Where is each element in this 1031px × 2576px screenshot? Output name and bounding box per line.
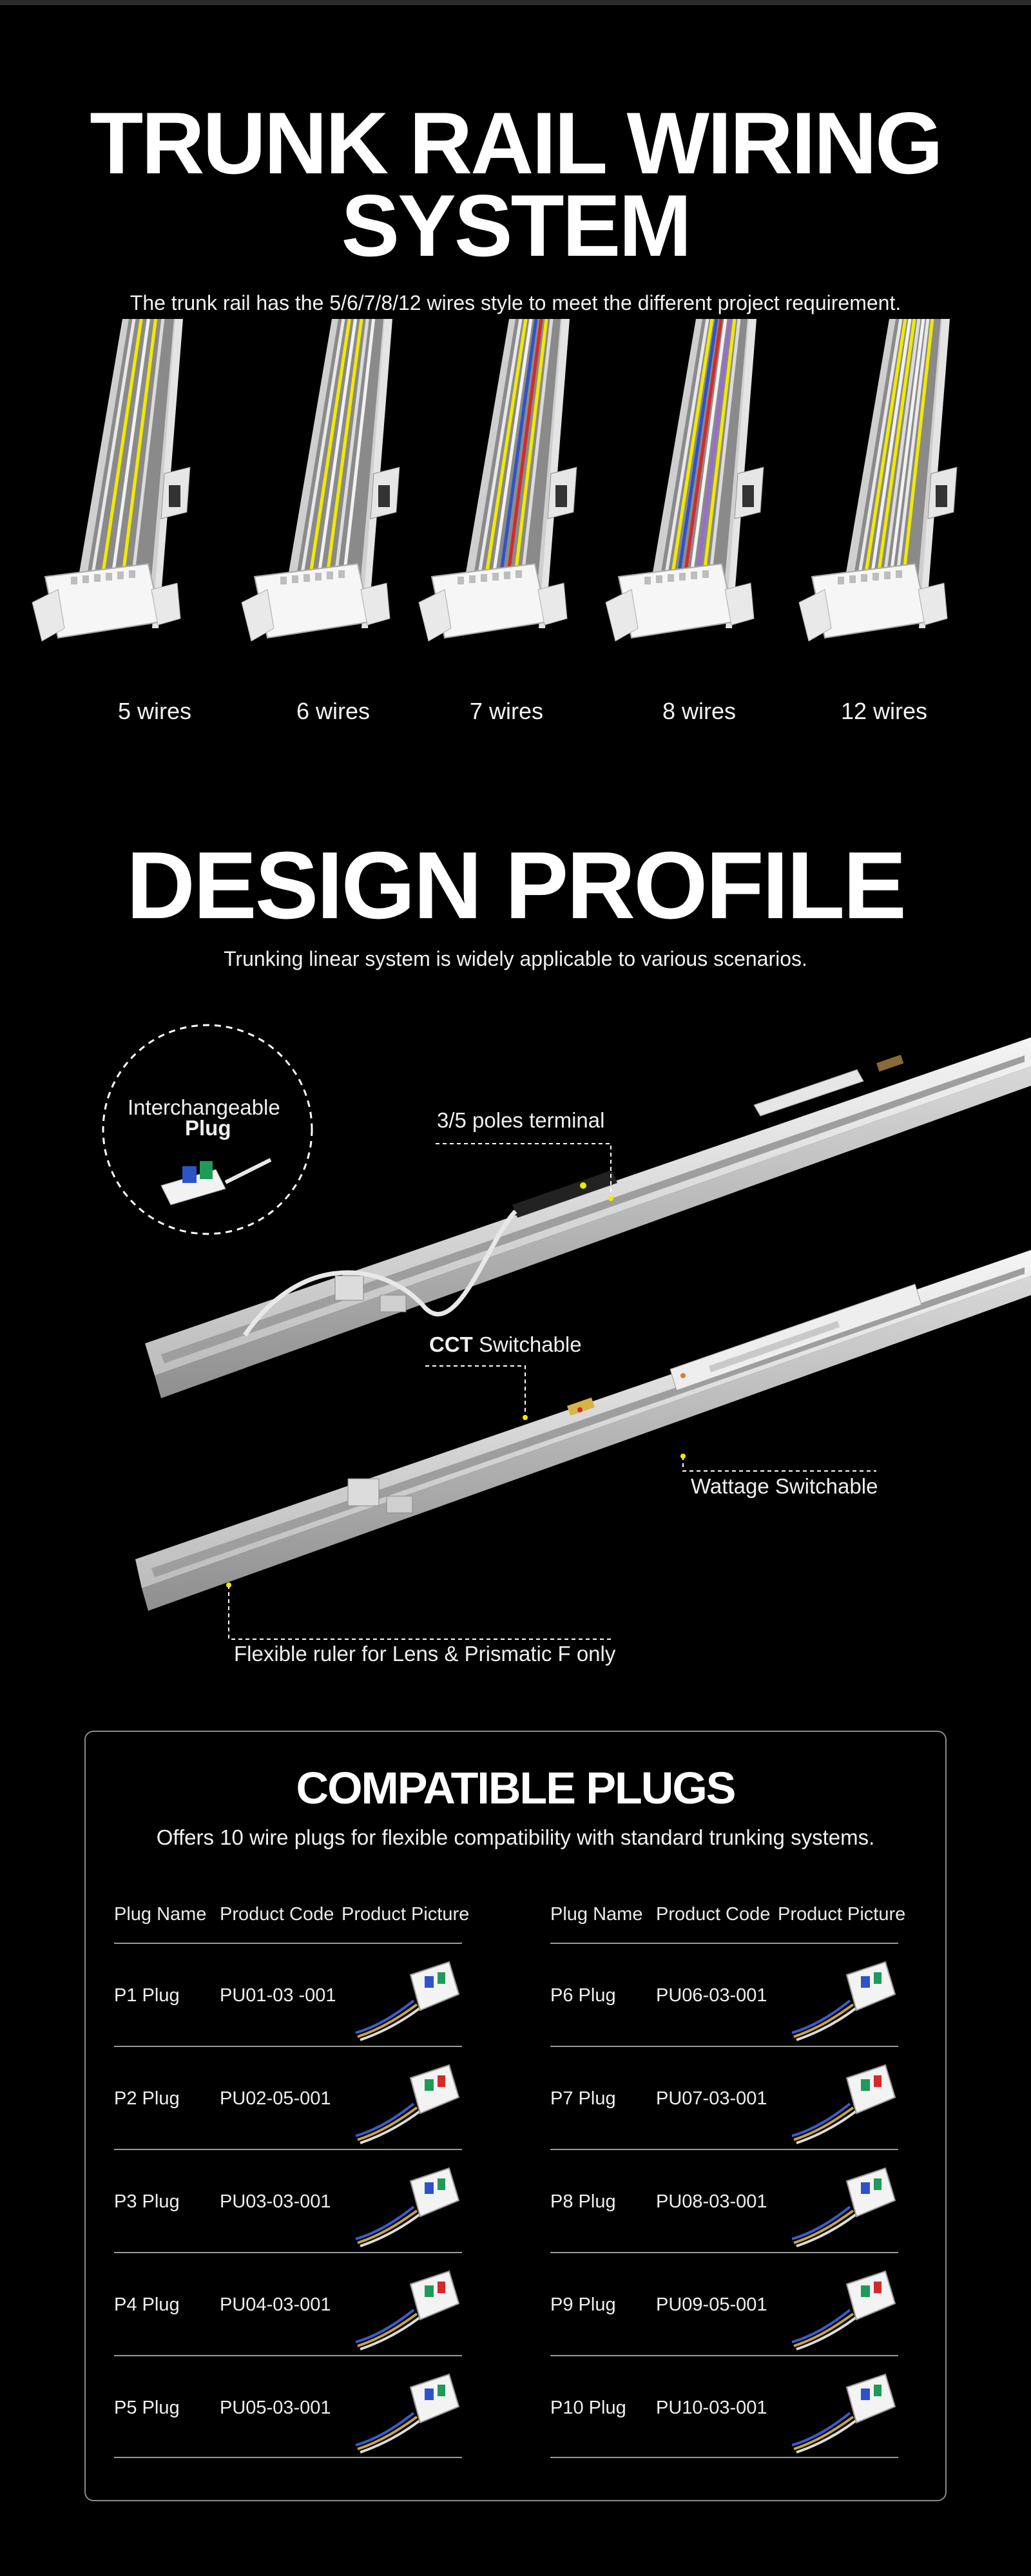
col-plug-name: Plug Name [114,1904,207,1925]
table-header [114,1904,470,1943]
product-picture [352,2052,462,2145]
plug-table-right [550,1904,906,2458]
callout-plug: Plug [185,1116,231,1140]
col-product-code: Product Code [220,1904,334,1925]
rail-image-6-wires [235,319,441,667]
product-picture [789,2361,898,2454]
rail-image-7-wires [412,319,619,667]
product-picture [352,2258,462,2351]
product-code: PU09-05-001 [656,2294,767,2315]
plug-name: P10 Plug [550,2398,626,2418]
rail-svg [793,319,999,667]
table-row [550,2355,898,2458]
plug-name: P6 Plug [550,1985,616,2006]
product-picture [789,2258,898,2351]
rail-svg [26,319,232,667]
plug-name: P7 Plug [550,2088,616,2109]
product-picture [789,2155,898,2248]
product-picture [352,1949,462,2042]
title-line-2: SYSTEM [341,177,690,274]
callout-flexible-ruler: Flexible ruler for Lens & Prismatic F only [234,1642,616,1666]
rail-label-5: 5 wires [117,698,192,724]
compatible-plugs-subtitle: Offers 10 wire plugs for flexible compatibility with standard trunking systems. [156,1825,875,1849]
rail-image-5-wires [26,319,232,667]
product-code: PU10-03-001 [656,2398,767,2418]
plug-name: P3 Plug [114,2191,180,2212]
callout-wattage-switchable: Wattage Switchable [691,1474,878,1498]
table-row [114,2355,462,2458]
rail-svg [235,319,441,667]
product-code: PU03-03-001 [220,2191,331,2212]
table-row [550,2149,898,2252]
col-product-picture: Product Picture [342,1904,470,1925]
plug-name: P1 Plug [114,1985,180,2006]
product-picture [352,2155,462,2248]
table-row [550,1943,898,2046]
plug-table-left [114,1904,470,2458]
table-row [114,2149,462,2252]
table-row [114,2046,462,2149]
col-product-code: Product Code [656,1904,771,1925]
rail-svg [599,319,805,667]
title-line-1: TRUNK RAIL WIRING [90,94,941,192]
table-row [550,2046,898,2149]
design-profile-subtitle: Trunking linear system is widely applicable to various scenarios. [224,947,807,970]
col-product-picture: Product Picture [778,1904,906,1925]
trunk-rail-title [0,94,1031,274]
product-code: PU08-03-001 [656,2191,767,2212]
plug-name: P4 Plug [114,2294,180,2315]
callout-poles-terminal: 3/5 poles terminal [437,1108,605,1132]
product-code: PU02-05-001 [220,2088,331,2109]
design-profile-diagram [0,1005,1031,1688]
plug-name: P8 Plug [550,2191,616,2212]
product-code: PU01-03 -001 [220,1985,336,2006]
top-border [0,0,1031,5]
plug-name: P5 Plug [114,2398,180,2418]
table-row [550,2252,898,2355]
product-code: PU07-03-001 [656,2088,767,2109]
table-row [114,2252,462,2355]
plug-name: P2 Plug [114,2088,180,2109]
product-code: PU05-03-001 [220,2398,331,2418]
table-row [114,1943,462,2046]
design-profile-title: DESIGN PROFILE [126,832,905,939]
product-code: PU04-03-001 [220,2294,331,2315]
rail-label-8: 8 wires [662,698,737,724]
rail-label-6: 6 wires [296,698,371,724]
product-picture [789,1949,898,2042]
plug-name: P9 Plug [550,2294,616,2315]
product-picture [789,2052,898,2145]
trunk-rail-subtitle: The trunk rail has the 5/6/7/8/12 wires style to meet the different project requirement. [130,291,901,314]
col-plug-name: Plug Name [550,1904,643,1925]
product-code: PU06-03-001 [656,1985,767,2006]
rail-image-8-wires [599,319,805,667]
callout-cct-switchable [429,1332,582,1357]
rail-label-12: 12 wires [840,698,928,724]
table-header [550,1904,906,1943]
rail-image-12-wires [793,319,999,667]
rail-svg [412,319,619,667]
product-picture [352,2361,462,2454]
cct-bold: CCT [429,1332,473,1356]
rail-label-7: 7 wires [469,698,544,724]
cct-rest: Switchable [472,1332,582,1356]
callout-interchangeable: Interchangeable [128,1095,280,1119]
compatible-plugs-title: COMPATIBLE PLUGS [296,1763,735,1813]
